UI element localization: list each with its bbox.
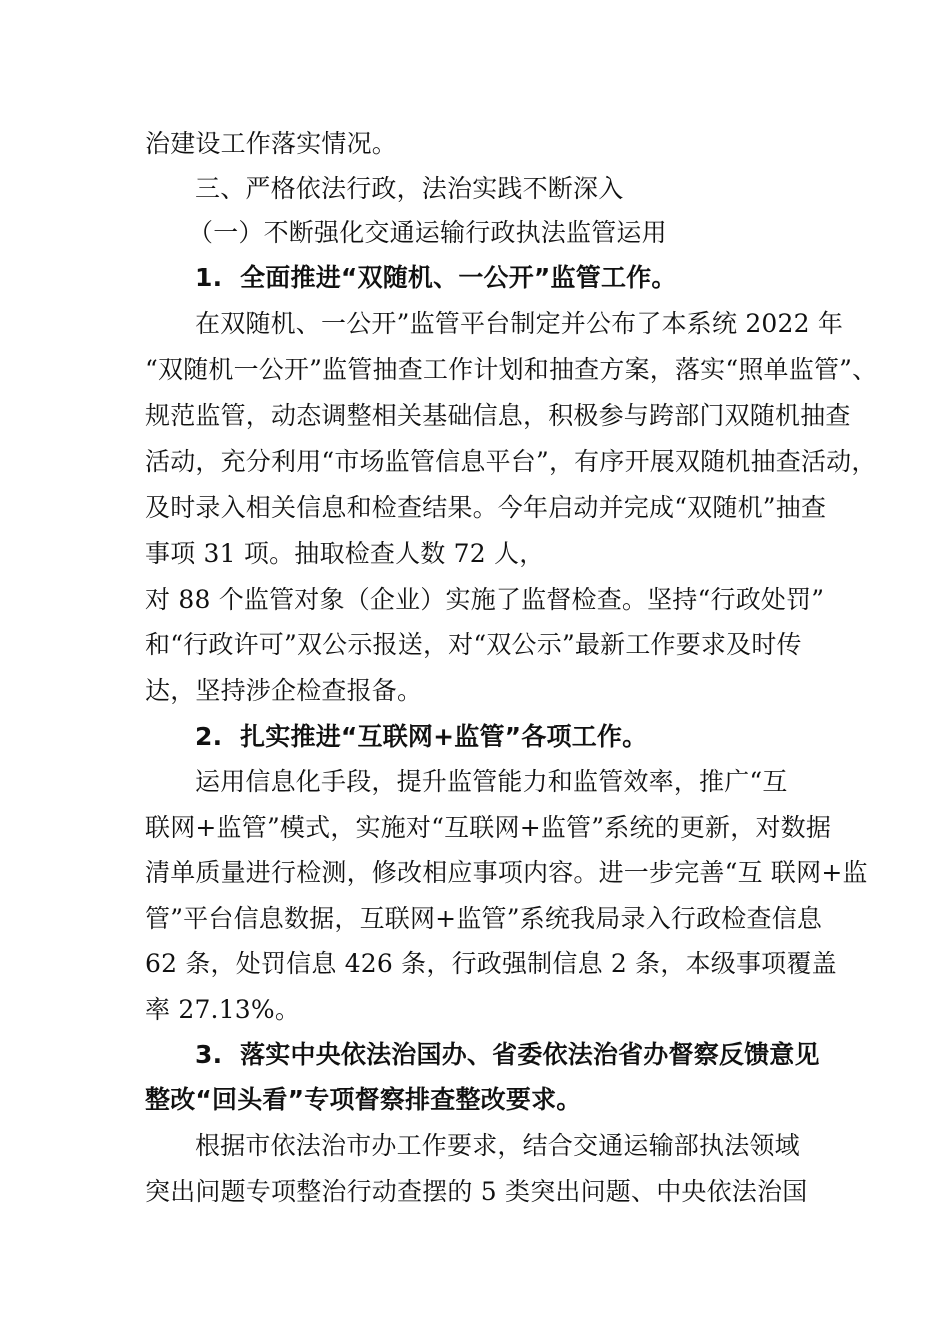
paragraph-line: 运用信息化手段，提升监管能力和监管效率，推广“互: [195, 767, 788, 796]
paragraph-line: 率 27.13%。: [145, 995, 301, 1024]
paragraph-line: 62 条，处罚信息 426 条，行政强制信息 2 条，本级事项覆盖: [145, 949, 837, 978]
item-heading-3: 3. 落实中央依法治国办、省委依法治省办督察反馈意见: [195, 1040, 820, 1069]
paragraph-line: 规范监管，动态调整相关基础信息，积极参与跨部门双随机抽查: [145, 401, 851, 430]
paragraph-line: 对 88 个监管对象（企业）实施了监督检查。坚持“行政处罚”: [145, 585, 825, 614]
paragraph-line: 和“行政许可”双公示报送，对“双公示”最新工作要求及时传: [145, 630, 802, 659]
item-heading-1: 1. 全面推进“双随机、一公开”监管工作。: [195, 263, 677, 292]
paragraph-line: “双随机一公开”监管抽查工作计划和抽查方案，落实“照单监管”、: [145, 355, 878, 384]
paragraph-line: 在双随机、一公开”监管平台制定并公布了本系统 2022 年: [195, 309, 844, 338]
subsection-heading: （一）不断强化交通运输行政执法监管运用: [188, 218, 667, 247]
paragraph-line: 及时录入相关信息和检查结果。今年启动并完成“双随机”抽查: [145, 493, 827, 522]
section-heading: 三、严格依法行政，法治实践不断深入: [195, 174, 624, 203]
paragraph-line: 联网+监管”模式，实施对“互联网+监管”系统的更新，对数据: [145, 813, 832, 842]
paragraph-line: 活动，充分利用“市场监管信息平台”，有序开展双随机抽查活动，: [145, 447, 877, 476]
paragraph-line: 清单质量进行检测，修改相应事项内容。进一步完善“互 联网+监: [145, 858, 868, 887]
paragraph-line: 达，坚持涉企检查报备。: [145, 676, 423, 705]
item-heading-2: 2. 扎实推进“互联网+监管”各项工作。: [195, 722, 648, 751]
paragraph-line: 事项 31 项。抽取检查人数 72 人，: [145, 539, 545, 568]
paragraph-line: 根据市依法治市办工作要求，结合交通运输部执法领域: [195, 1131, 800, 1160]
paragraph-line: 突出问题专项整治行动查摆的 5 类突出问题、中央依法治国: [145, 1177, 808, 1206]
paragraph-line: 治建设工作落实情况。: [145, 129, 398, 158]
item-heading-3-continued: 整改“回头看”专项督察排查整改要求。: [145, 1085, 582, 1114]
paragraph-line: 管”平台信息数据，互联网+监管”系统我局录入行政检查信息: [145, 904, 823, 933]
